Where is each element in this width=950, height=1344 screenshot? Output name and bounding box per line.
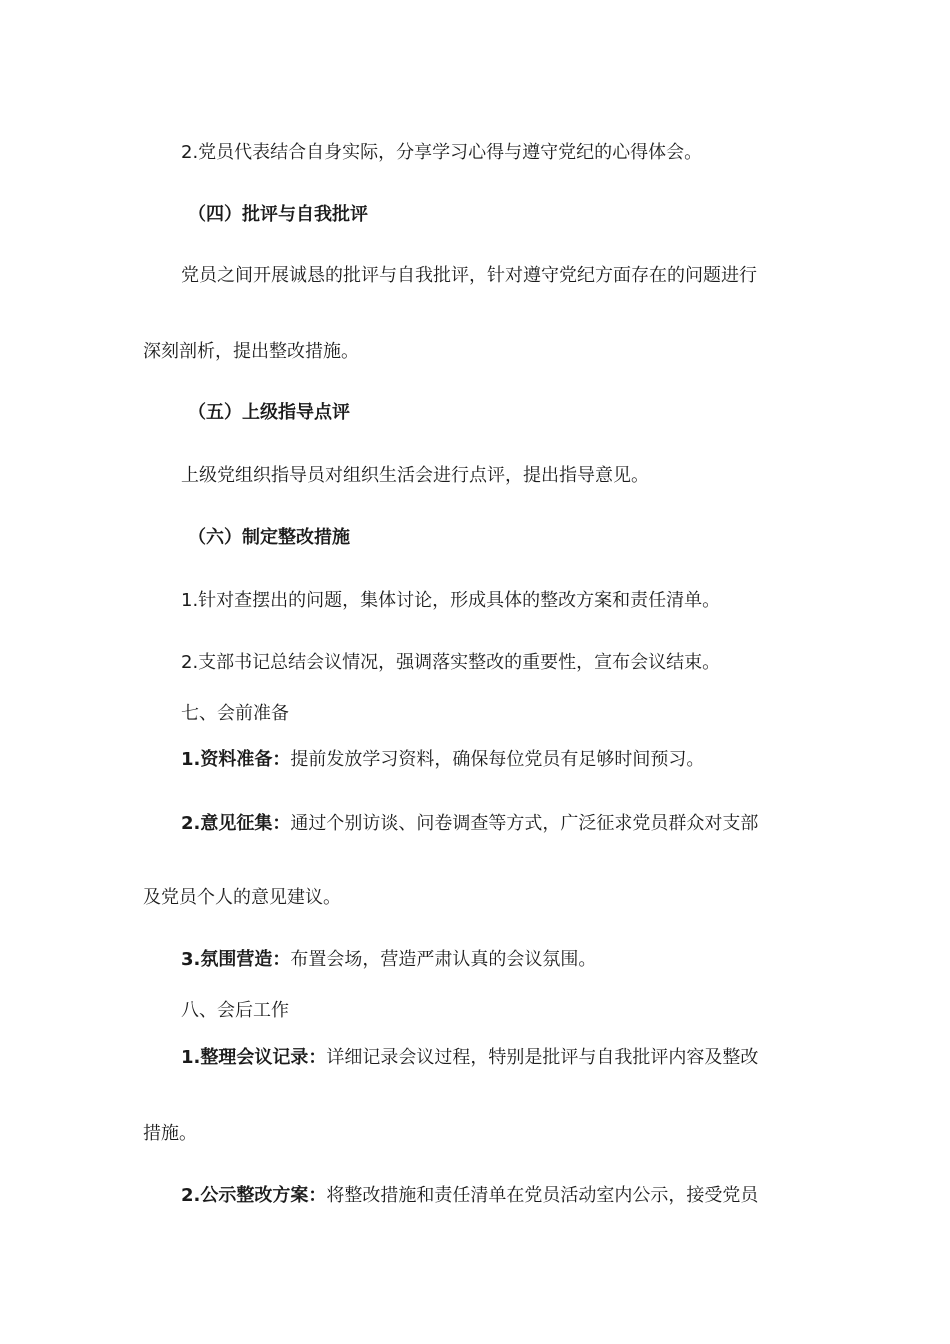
paragraph-criticism-line2: 深刻剖析，提出整改措施。 xyxy=(143,341,359,362)
prep-item-2-continuation: 及党员个人的意见建议。 xyxy=(143,887,341,908)
prep-item-1-text: 提前发放学习资料，确保每位党员有足够时间预习。 xyxy=(290,749,705,770)
heading-after-meeting: 八、会后工作 xyxy=(181,1000,289,1021)
after-item-2 xyxy=(181,1184,758,1208)
after-item-2-label: 2.公示整改方案： xyxy=(181,1185,327,1206)
prep-item-2-text: 通过个别访谈、问卷调查等方式，广泛征求党员群众对支部 xyxy=(290,813,759,834)
after-item-2-text: 将整改措施和责任清单在党员活动室内公示，接受党员 xyxy=(326,1185,759,1206)
after-item-1-text: 详细记录会议过程，特别是批评与自我批评内容及整改 xyxy=(326,1047,759,1068)
paragraph-rectify-2: 2.支部书记总结会议情况，强调落实整改的重要性，宣布会议结束。 xyxy=(181,652,721,673)
heading-review: （五）上级指导点评 xyxy=(188,402,350,423)
prep-item-3 xyxy=(181,948,596,972)
paragraph-criticism-line1: 党员之间开展诚恳的批评与自我批评，针对遵守党纪方面存在的问题进行 xyxy=(181,265,757,286)
after-item-1-label: 1.整理会议记录： xyxy=(181,1047,327,1068)
heading-rectify: （六）制定整改措施 xyxy=(188,527,350,548)
heading-preparation: 七、会前准备 xyxy=(181,703,289,724)
after-item-1-continuation: 措施。 xyxy=(143,1123,197,1144)
paragraph-review: 上级党组织指导员对组织生活会进行点评，提出指导意见。 xyxy=(181,465,649,486)
prep-item-3-label: 3.氛围营造： xyxy=(181,949,291,970)
heading-criticism: （四）批评与自我批评 xyxy=(188,204,368,225)
after-item-1 xyxy=(181,1046,758,1070)
prep-item-2-label: 2.意见征集： xyxy=(181,813,291,834)
prep-item-1-label: 1.资料准备： xyxy=(181,749,291,770)
prep-item-1 xyxy=(181,748,704,772)
paragraph-share: 2.党员代表结合自身实际，分享学习心得与遵守党纪的心得体会。 xyxy=(181,142,703,163)
prep-item-3-text: 布置会场，营造严肃认真的会议氛围。 xyxy=(290,949,597,970)
paragraph-rectify-1: 1.针对查摆出的问题，集体讨论，形成具体的整改方案和责任清单。 xyxy=(181,590,721,611)
prep-item-2 xyxy=(181,812,758,836)
